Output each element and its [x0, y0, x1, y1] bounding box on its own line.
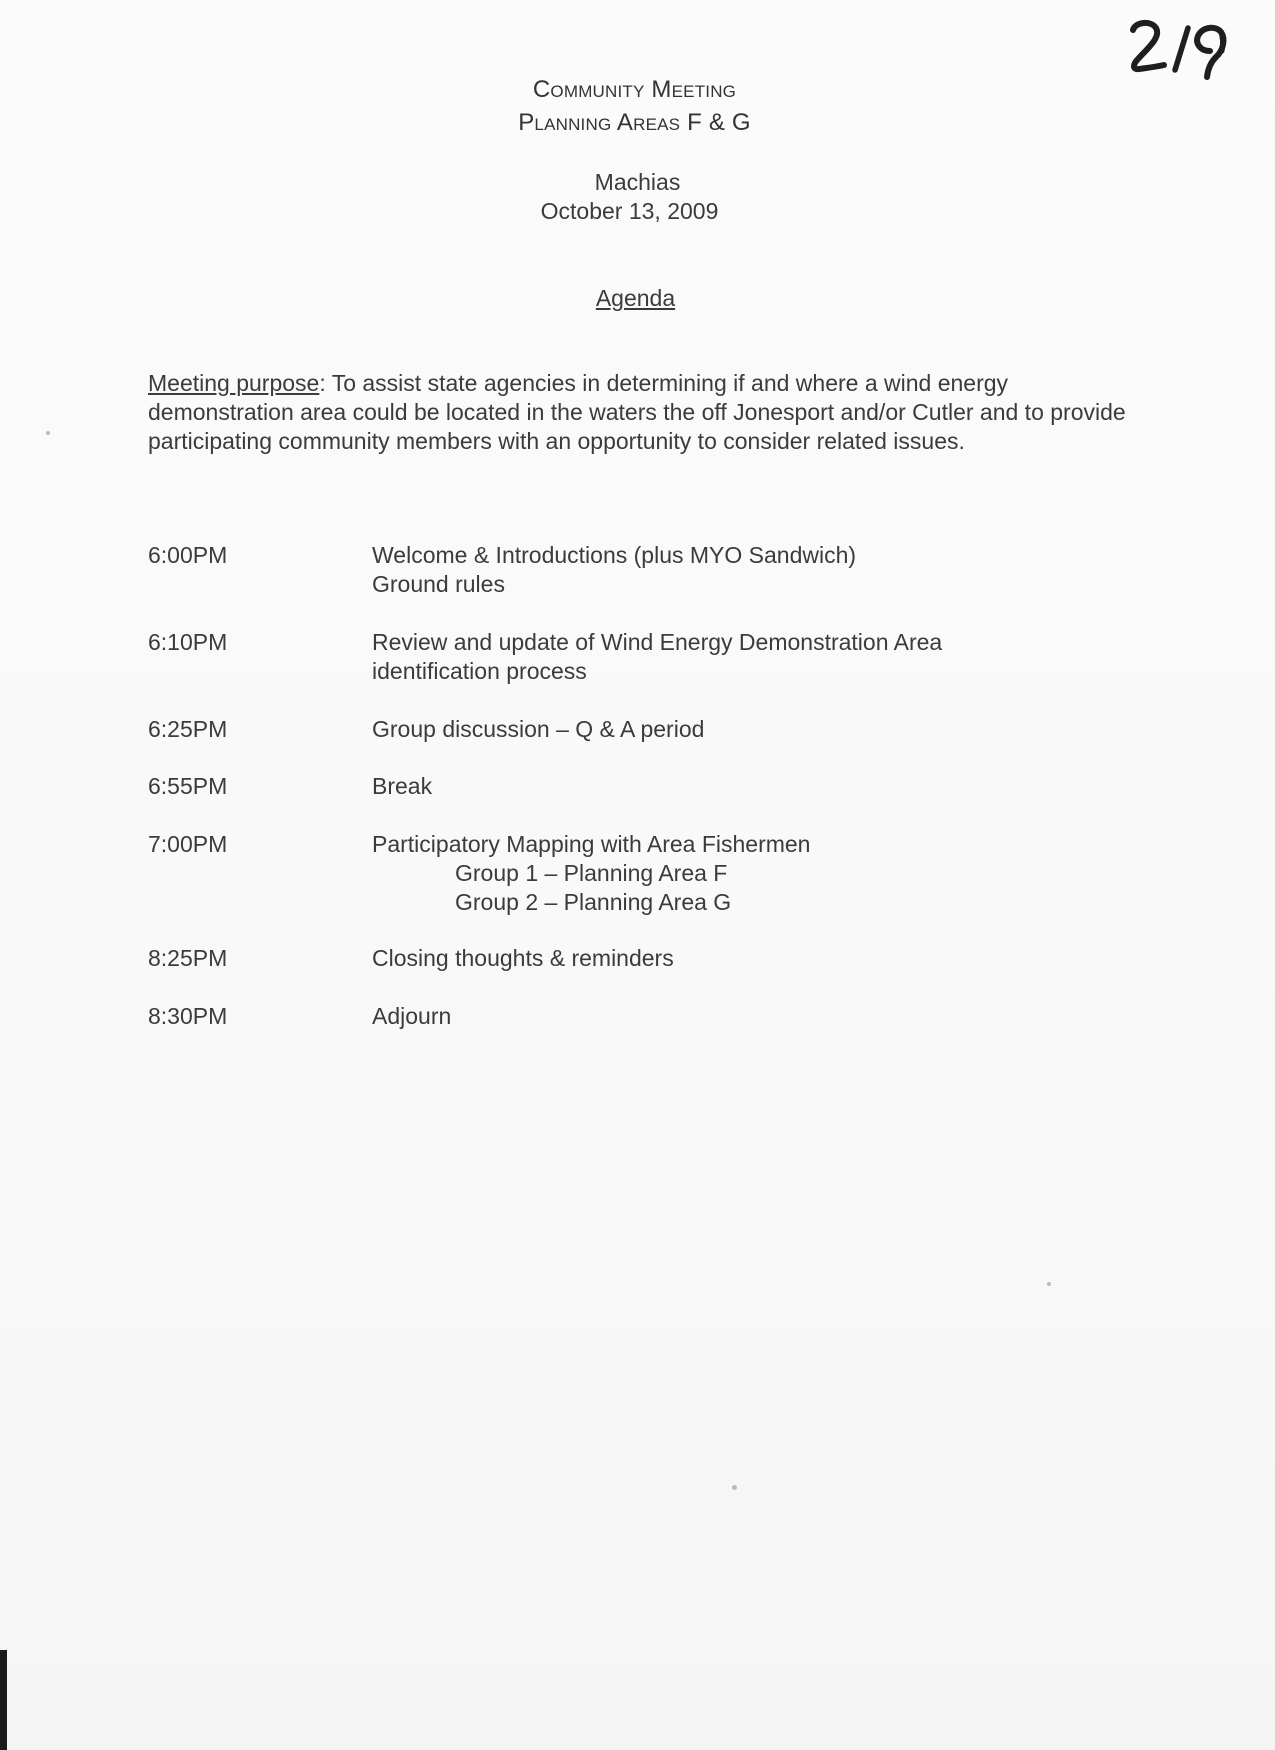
agenda-item: [148, 830, 1128, 944]
agenda-item: [148, 628, 1128, 715]
agenda-subline: Group 2 – Planning Area G: [455, 889, 732, 915]
agenda-line: Adjourn: [372, 1003, 452, 1029]
agenda-line: Break: [372, 773, 433, 799]
agenda-time: 7:00PM: [148, 831, 228, 857]
meeting-purpose-label: Meeting purpose: [148, 370, 320, 396]
document-title: [0, 73, 1275, 139]
agenda-content: [372, 1002, 1128, 1031]
agenda-line: Participatory Mapping with Area Fishermen: [372, 831, 811, 857]
agenda-line: identification process: [372, 658, 587, 684]
scan-speck: [46, 431, 50, 435]
agenda-content: [372, 830, 1128, 917]
agenda-subline: Group 1 – Planning Area F: [455, 860, 728, 886]
handwritten-page-number: [1125, 12, 1235, 82]
agenda-heading: Agenda: [595, 285, 676, 311]
title-line-2: Planning Areas F & G: [518, 109, 751, 136]
agenda-line: Welcome & Introductions (plus MYO Sandwich): [372, 542, 857, 568]
handwritten-page-number-drawing: [1125, 12, 1235, 82]
scan-speck: [732, 1485, 737, 1490]
agenda-time: 6:00PM: [148, 542, 228, 568]
agenda-item: [148, 944, 1128, 1002]
meeting-purpose: [148, 369, 1138, 456]
title-line-1: Community Meeting: [532, 76, 737, 103]
agenda-time: 6:55PM: [148, 773, 228, 799]
meeting-location-date: [0, 168, 1275, 226]
meeting-location: Machias: [594, 169, 681, 195]
agenda-line: Review and update of Wind Energy Demonstration Area: [372, 629, 943, 655]
agenda-time: 6:25PM: [148, 716, 228, 742]
meeting-purpose-text: : To assist state agencies in determining if and where a wind energy demonstration area could be located in the waters the off Jonesport and/or Cutler and to provide participating community members with an opportunity to consider related issues.: [148, 370, 1126, 454]
agenda-item: [148, 715, 1128, 772]
agenda-item: [148, 1002, 1128, 1042]
agenda-content: [372, 715, 1128, 744]
agenda-content: [372, 628, 1128, 686]
scan-edge-mark: [0, 1650, 7, 1750]
agenda-list: [148, 541, 1128, 1042]
agenda-content: [372, 772, 1128, 801]
agenda-line: Closing thoughts & reminders: [372, 945, 674, 971]
agenda-item: [148, 541, 1128, 628]
agenda-time: 8:30PM: [148, 1003, 228, 1029]
agenda-line: Group discussion – Q & A period: [372, 716, 705, 742]
agenda-item: [148, 772, 1128, 830]
agenda-content: [372, 944, 1128, 973]
scan-speck: [1047, 1282, 1051, 1286]
agenda-time: 6:10PM: [148, 629, 228, 655]
agenda-time: 8:25PM: [148, 945, 228, 971]
agenda-content: [372, 541, 1128, 599]
agenda-line: Ground rules: [372, 571, 505, 597]
meeting-date: October 13, 2009: [540, 198, 719, 224]
